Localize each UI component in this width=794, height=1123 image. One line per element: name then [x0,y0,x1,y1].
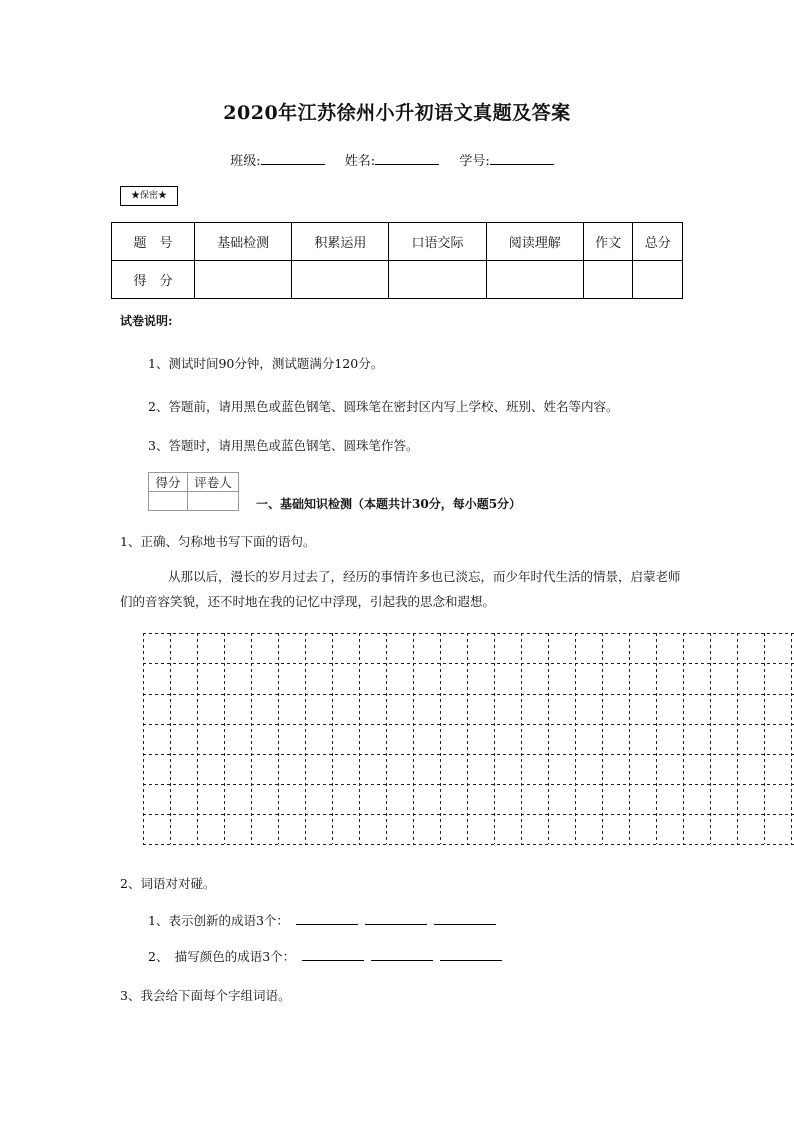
question-3-prompt: 3、我会给下面每个字组词语。 [120,988,291,1003]
score-cell[interactable] [389,261,486,299]
name-blank[interactable] [375,152,439,165]
score-header-cell: 阅读理解 [486,223,583,261]
score-cell[interactable] [583,261,633,299]
section-heading: 一、基础知识检测（本题共计30分，每小题5分） [256,497,522,511]
sub-2-label: 2、 描写颜色的成语3个： [148,949,296,964]
score-cell[interactable] [292,261,389,299]
id-label: 学号: [459,154,490,169]
question-2-prompt: 2、词语对对碰。 [120,876,216,891]
class-blank[interactable] [261,152,325,165]
score-table [111,222,683,299]
question-1-prompt: 1、正确、匀称地书写下面的语句。 [120,534,316,549]
answer-blank[interactable] [296,912,358,925]
score-header-cell: 题 号 [112,223,195,261]
instructions-title: 试卷说明: [120,314,173,328]
score-table-header-row [112,223,683,261]
score-row-label: 得 分 [112,261,195,299]
answer-blank[interactable] [365,912,427,925]
instruction-item: 2、答题前，请用黑色或蓝色钢笔、圆珠笔在密封区内写上学校、班别、姓名等内容。 [148,399,619,414]
class-label: 班级: [230,154,261,169]
score-header-cell: 口语交际 [389,223,486,261]
score-header-cell: 作文 [583,223,633,261]
confidential-badge: ★保密★ [120,186,178,206]
answer-blank[interactable] [440,948,502,961]
instruction-item: 3、答题时，请用黑色或蓝色钢笔、圆珠笔作答。 [148,438,419,453]
student-info-line [0,150,794,169]
score-table-score-row [112,261,683,299]
grader-score-cell[interactable] [149,492,188,511]
question-2-sub-1 [148,911,496,929]
passage-text: 从那以后，漫长的岁月过去了，经历的事情许多也已淡忘，而少年时代生活的情景，启蒙老师们的音容笑貌，还不时地在我的记忆中浮现，引起我的思念和遐想。 [120,569,681,609]
question-1-passage [120,564,690,614]
writing-grid[interactable] [143,633,794,845]
grader-box [148,472,239,511]
page-title: 2020年江苏徐州小升初语文真题及答案 [223,102,571,124]
score-header-cell: 总分 [633,223,683,261]
sub-1-label: 1、表示创新的成语3个： [148,913,289,928]
score-cell[interactable] [486,261,583,299]
answer-blank[interactable] [434,912,496,925]
answer-blank[interactable] [371,948,433,961]
score-cell[interactable] [633,261,683,299]
score-header-cell: 积累运用 [292,223,389,261]
grader-reviewer-cell[interactable] [188,492,239,511]
score-cell[interactable] [195,261,292,299]
question-2-sub-2 [148,947,502,965]
grader-score-label: 得分 [149,473,188,492]
score-header-cell: 基础检测 [195,223,292,261]
id-blank[interactable] [490,152,554,165]
grader-reviewer-label: 评卷人 [188,473,239,492]
name-label: 姓名: [344,154,376,169]
instruction-item: 1、测试时间90分钟，测试题满分120分。 [148,356,384,371]
answer-blank[interactable] [302,948,364,961]
